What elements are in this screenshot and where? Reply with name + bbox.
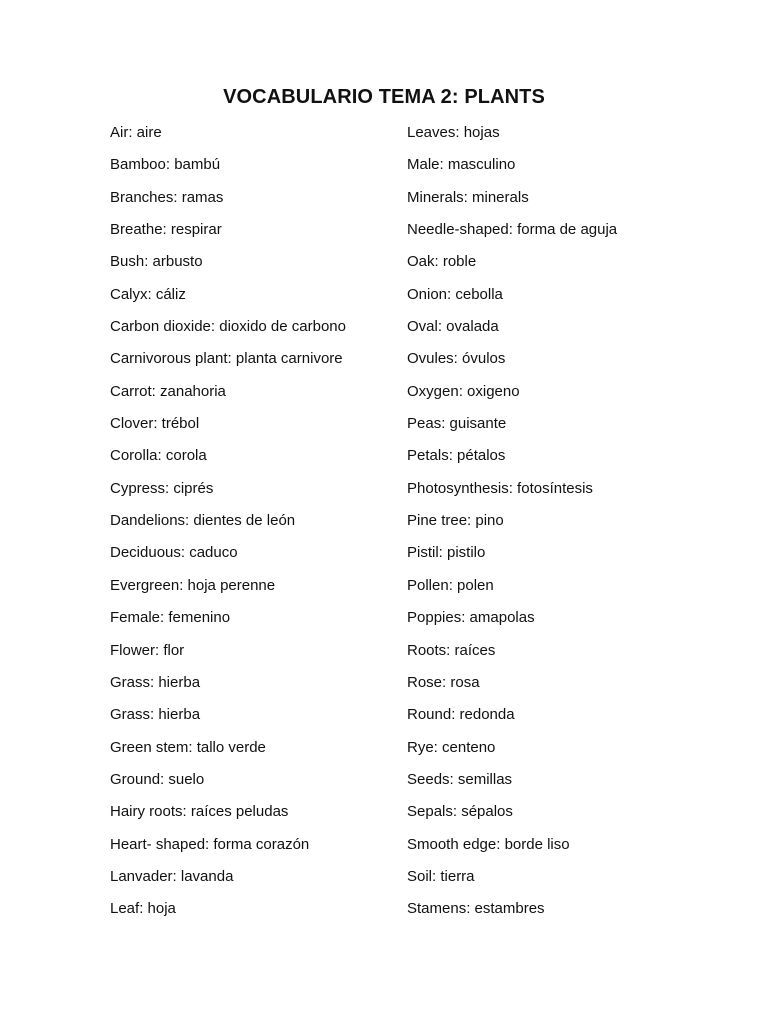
vocabulary-item: Peas: guisante [407,415,507,433]
vocabulary-item: Poppies: amapolas [407,609,535,627]
vocabulary-item: Carbon dioxide: dioxido de carbono [110,318,346,336]
vocabulary-item: Evergreen: hoja perenne [110,576,276,594]
vocabulary-item: Pollen: polen [407,576,494,594]
vocabulary-item: Round: redonda [407,706,515,724]
vocabulary-item: Bamboo: bambú [110,156,221,174]
vocabulary-item: Sepals: sépalos [407,803,513,821]
vocabulary-item: Dandelions: dientes de león [110,512,296,530]
vocabulary-item: Ovules: óvulos [407,350,506,368]
vocabulary-item: Air: aire [110,124,162,141]
vocabulary-item: Needle-shaped: forma de aguja [407,221,618,239]
vocabulary-item: Oxygen: oxigeno [407,382,520,400]
vocabulary-item: Onion: cebolla [407,285,503,303]
vocabulary-item: Roots: raíces [407,641,496,659]
vocabulary-item: Deciduous: caduco [110,544,238,562]
vocabulary-item: Minerals: minerals [407,188,529,206]
vocabulary-item: Clover: trébol [110,415,200,433]
vocabulary-item: Ground: suelo [110,770,205,788]
vocabulary-item: Corolla: corola [110,447,207,465]
vocabulary-item: Leaves: hojas [407,124,500,141]
vocabulary-item: Female: femenino [110,609,231,627]
vocabulary-item: Hairy roots: raíces peludas [110,803,289,821]
vocabulary-list-right [407,121,707,930]
vocabulary-item: Heart- shaped: forma corazón [110,835,310,853]
vocabulary-item: Oval: ovalada [407,318,499,336]
vocabulary-item: Calyx: cáliz [110,285,186,303]
vocabulary-item: Seeds: semillas [407,770,513,788]
vocabulary-item: Grass: hierba [110,706,201,724]
vocabulary-item: Rose: rosa [407,673,480,691]
vocabulary-item: Branches: ramas [110,188,224,206]
vocabulary-item: Soil: tierra [407,867,475,885]
vocabulary-item: Cypress: ciprés [110,479,214,497]
page-title: VOCABULARIO TEMA 2: PLANTS [223,86,545,108]
vocabulary-item: Breathe: respirar [110,221,222,239]
vocabulary-item: Oak: roble [407,253,477,271]
vocabulary-item: Flower: flor [110,641,185,659]
vocabulary-item: Grass: hierba [110,673,201,691]
vocabulary-item: Stamens: estambres [407,900,545,918]
vocabulary-item: Pine tree: pino [407,512,504,530]
vocabulary-item: Smooth edge: borde liso [407,835,570,853]
vocabulary-item: Carnivorous plant: planta carnivore [110,350,343,368]
vocabulary-item: Bush: arbusto [110,253,203,271]
vocabulary-item: Green stem: tallo verde [110,738,266,756]
vocabulary-item: Carrot: zanahoria [110,382,226,400]
vocabulary-item: Leaf: hoja [110,900,176,918]
vocabulary-item: Lanvader: lavanda [110,867,234,885]
vocabulary-item: Male: masculino [407,156,516,174]
vocabulary-list-left [110,121,400,930]
vocabulary-item: Petals: pétalos [407,447,506,465]
vocabulary-item: Photosynthesis: fotosíntesis [407,479,593,497]
vocabulary-item: Pistil: pistilo [407,544,486,562]
vocabulary-item: Rye: centeno [407,738,496,756]
